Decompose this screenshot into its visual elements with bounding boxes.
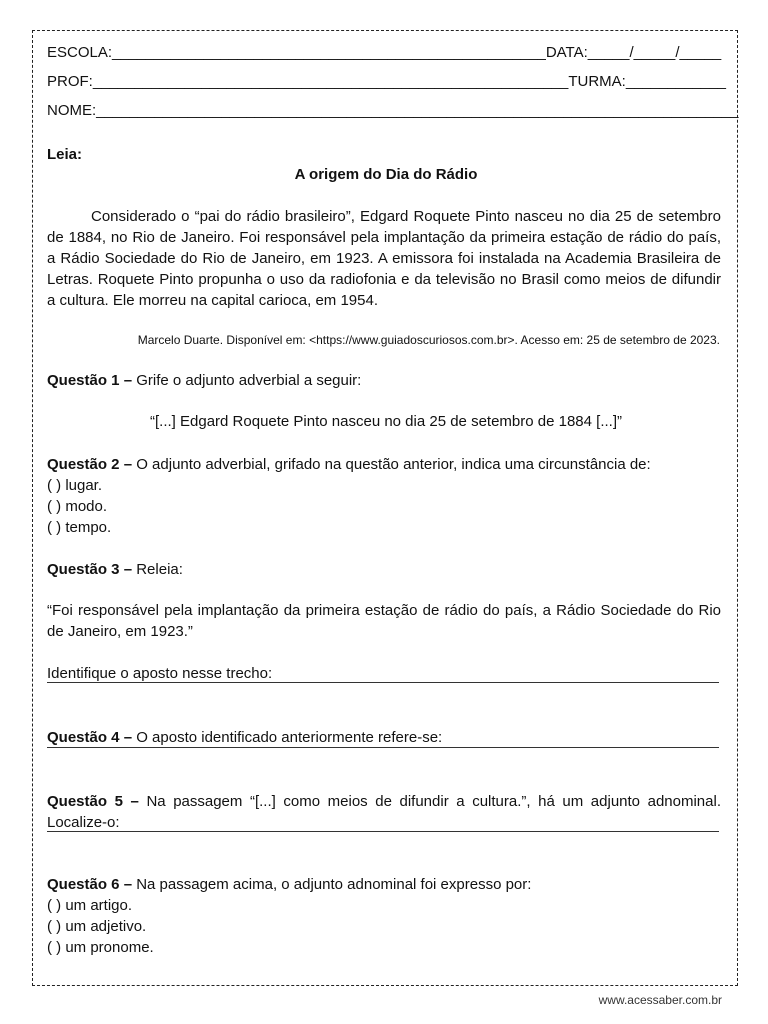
question-2	[47, 456, 651, 473]
question-3-answer-line[interactable]	[47, 682, 719, 683]
question-2-label: Questão 2 –	[47, 456, 133, 473]
question-1-quote: “[...] Edgard Roquete Pinto nasceu no dia 25 de setembro de 1884 [...]”	[150, 413, 622, 430]
question-4	[47, 729, 442, 746]
question-5	[47, 791, 721, 833]
question-5-answer-line[interactable]	[47, 831, 719, 832]
question-3	[47, 561, 183, 578]
name-field[interactable]: NOME:_____________________________________________________________________________	[47, 102, 739, 119]
question-1-label: Questão 1 –	[47, 372, 133, 389]
school-date-field[interactable]: ESCOLA:____________________________________________________DATA:_____/_____/_____	[47, 44, 722, 61]
question-6-option-adjetivo[interactable]: ( ) um adjetivo.	[47, 918, 147, 935]
question-6-text: Na passagem acima, o adjunto adnominal foi expresso por:	[132, 876, 532, 893]
worksheet-border	[32, 30, 738, 986]
question-2-text: O adjunto adverbial, grifado na questão anterior, indica uma circunstância de:	[132, 456, 651, 473]
question-1-text: Grife o adjunto adverbial a seguir:	[132, 372, 362, 389]
read-label: Leia:	[47, 146, 83, 163]
source-citation: Marcelo Duarte. Disponível em: <https://www.guiadoscuriosos.com.br>. Acesso em: 25 de setembro de 2023.	[137, 333, 720, 347]
question-5-label: Questão 5 –	[47, 793, 139, 810]
question-5-text: Na passagem “[...] como meios de difundir a cultura.”, há um adjunto adnominal. Localize-o:	[47, 793, 721, 831]
footer-website: www.acessaber.com.br	[598, 993, 722, 1007]
question-4-label: Questão 4 –	[47, 729, 133, 746]
question-4-text: O aposto identificado anteriormente refere-se:	[132, 729, 443, 746]
question-3-label: Questão 3 –	[47, 561, 133, 578]
question-6-option-pronome[interactable]: ( ) um pronome.	[47, 939, 154, 956]
question-2-option-tempo[interactable]: ( ) tempo.	[47, 519, 112, 536]
question-1	[47, 372, 361, 389]
question-2-option-lugar[interactable]: ( ) lugar.	[47, 477, 103, 494]
question-2-option-modo[interactable]: ( ) modo.	[47, 498, 108, 515]
reading-text: Considerado o “pai do rádio brasileiro”, Edgard Roquete Pinto nasceu no dia 25 de setembro de 1884, no Rio de Janeiro. Foi responsável pela implantação da primeira estação de rádio do país, a Rádio Sociedade do Rio de Janeiro, em 1923. A emissora foi instalada na Academia Brasileira de Letras. Roquete Pinto propunha o uso da radiofonia e da televisão no Brasil como meios de difundir a cultura. Ele morreu na capital carioca, em 1954.	[47, 208, 721, 309]
question-6-label: Questão 6 –	[47, 876, 133, 893]
text-title: A origem do Dia do Rádio	[294, 166, 478, 183]
question-6	[47, 876, 531, 893]
question-6-option-artigo[interactable]: ( ) um artigo.	[47, 897, 133, 914]
question-3-text: Releia:	[132, 561, 183, 578]
question-4-answer-line[interactable]	[47, 747, 719, 748]
teacher-class-field[interactable]: PROF:_________________________________________________________TURMA:____________	[47, 73, 726, 90]
question-3-quote: “Foi responsável pela implantação da primeira estação de rádio do país, a Rádio Sociedade do Rio de Janeiro, em 1923.”	[47, 602, 721, 640]
question-3-prompt: Identifique o aposto nesse trecho:	[47, 665, 273, 682]
